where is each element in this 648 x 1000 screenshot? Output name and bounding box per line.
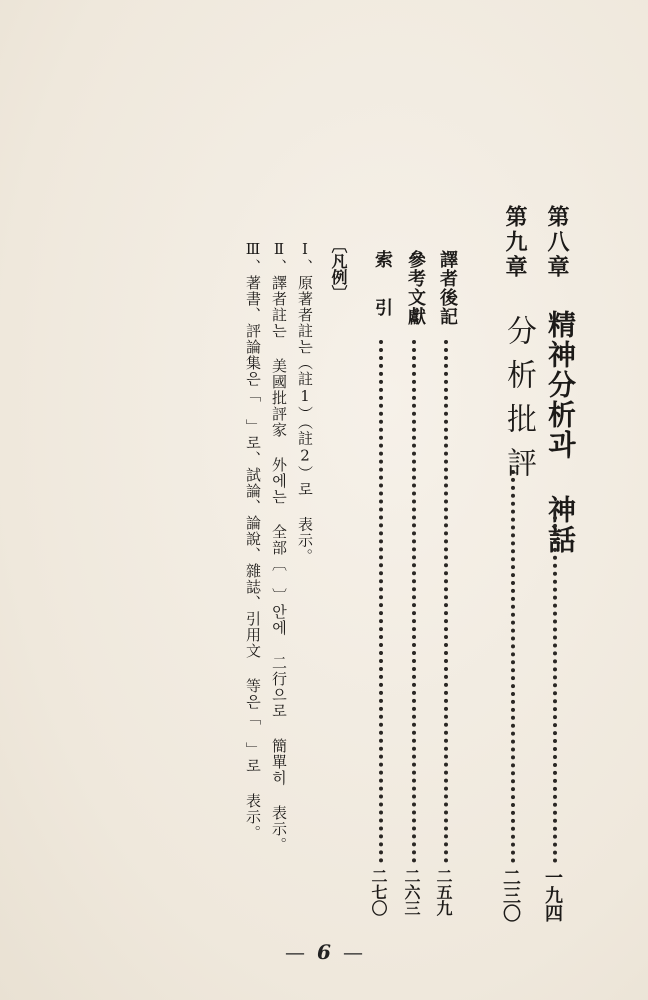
toc-index-leader [379,340,383,863]
toc-ch8-page: 一九四 [542,868,563,922]
toc-ch8-label: 第八章 [544,205,570,280]
toc-ch8-title: 精神分析과 神話 [544,310,577,555]
toc-ch9-label: 第九章 [502,205,528,280]
toc-references-page: 二六三 [402,868,421,916]
notes-heading: 〔凡例〕 [329,237,348,301]
toc-ch8-leader [553,508,557,863]
toc-afterword-leader [444,340,448,863]
toc-index-page: 二七〇 [369,868,388,916]
toc-index-title: 索 引 [372,250,393,322]
toc-ch9-page: 二三〇 [500,868,521,922]
toc-afterword-page: 二五九 [434,868,453,916]
toc-afterword-title: 譯者後記 [437,250,458,326]
toc-ch9-leader [511,470,515,863]
notes-item-2: Ⅱ、譯者註는 美國批評家 外에는 全部〔 〕안에 二行으로 簡單히 表示。 [270,240,288,853]
toc-references-leader [412,340,416,863]
toc-ch9-title: 分析批評 [501,315,536,491]
toc-references-title: 參考文獻 [405,250,426,326]
notes-item-3: Ⅲ、著書、評論集은「 」로、試論、論說、雜誌、引用文 等은「 」로 表示。 [244,240,262,841]
page-number: 6 [317,940,331,964]
notes-item-1: Ⅰ、原著者註는（註1）（註2）로 表示。 [296,240,314,565]
page-footer: — 6 — [285,940,363,964]
